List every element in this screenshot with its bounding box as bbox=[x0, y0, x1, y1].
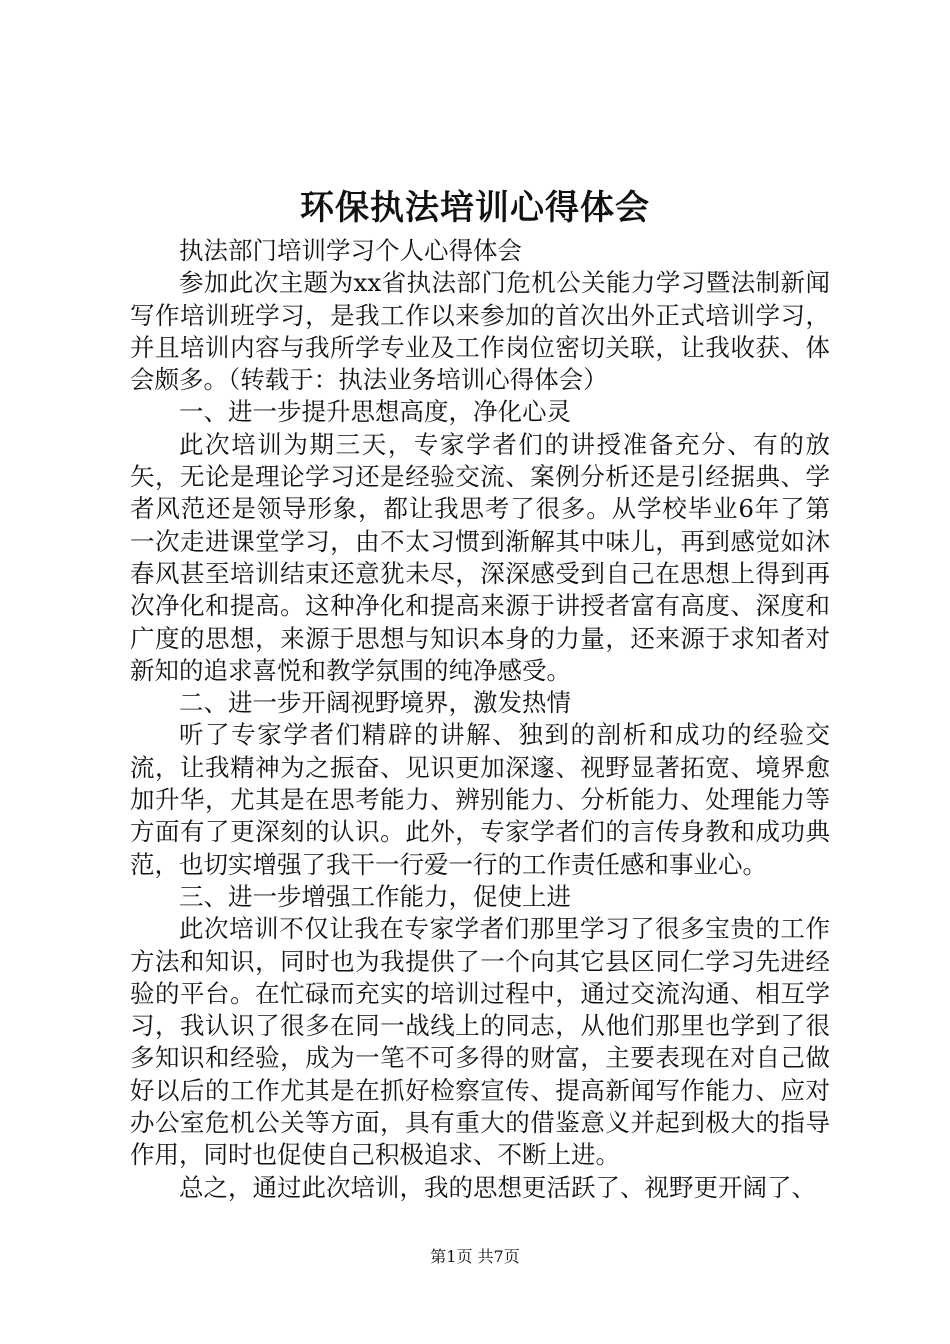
subtitle-paragraph: 执法部门培训学习个人心得体会 bbox=[179, 236, 522, 265]
document-title: 环保执法培训心得体会 bbox=[300, 188, 650, 228]
section-paragraph-1: 此次培训为期三天，专家学者们的讲授准备充分、有的放矢，无论是理论学习还是经验交流、案例分析还是引经据典、学者风范还是领导形象，都让我思考了很多。从学校毕业6年了第一次走进课堂学习，由不太习惯到渐解其中味儿，再到感觉如沐春风甚至培训结束还意犹未尽，深深感受到自己在思想上得到再次净化和提高。这种净化和提高来源于讲授者富有高度、深度和广度的思想，来源于思想与知识本身的力量，还来源于求知者对新知的追求喜悦和教学氛围的纯净感受。 bbox=[130, 429, 830, 685]
section-heading-2: 二、进一步开阔视野境界，激发热情 bbox=[179, 688, 571, 718]
conclusion-paragraph: 总之，通过此次培训，我的思想更活跃了、视野更开阔了、 bbox=[179, 1172, 816, 1202]
section-heading-1: 一、进一步提升思想高度，净化心灵 bbox=[179, 397, 571, 427]
document-body bbox=[130, 235, 830, 1204]
section-heading-3: 三、进一步增强工作能力，促使上进 bbox=[179, 881, 571, 911]
intro-paragraph: 参加此次主题为xx省执法部门危机公关能力学习暨法制新闻写作培训班学习，是我工作以来参加的首次出外正式培训学习，并且培训内容与我所学专业及工作岗位密切关联，让我收获、体会颇多。（转载于：执法业务培训心得体会） bbox=[130, 268, 830, 395]
page-footer: 第1页 共7页 bbox=[430, 1247, 520, 1266]
section-paragraph-2: 听了专家学者们精辟的讲解、独到的剖析和成功的经验交流，让我精神为之振奋、见识更加深邃、视野显著拓宽、境界愈加升华，尤其是在思考能力、辨别能力、分析能力、处理能力等方面有了更深刻的认识。此外，专家学者们的言传身教和成功典范，也切实增强了我干一行爱一行的工作责任感和事业心。 bbox=[130, 720, 830, 879]
section-paragraph-3: 此次培训不仅让我在专家学者们那里学习了很多宝贵的工作方法和知识，同时也为我提供了一个向其它县区同仁学习先进经验的平台。在忙碌而充实的培训过程中，通过交流沟通、相互学习，我认识了很多在同一战线上的同志，从他们那里也学到了很多知识和经验，成为一笔不可多得的财富，主要表现在对自己做好以后的工作尤其是在抓好检察宣传、提高新闻写作能力、应对办公室危机公关等方面，具有重大的借鉴意义并起到极大的指导作用，同时也促使自己积极追求、不断上进。 bbox=[130, 914, 830, 1170]
